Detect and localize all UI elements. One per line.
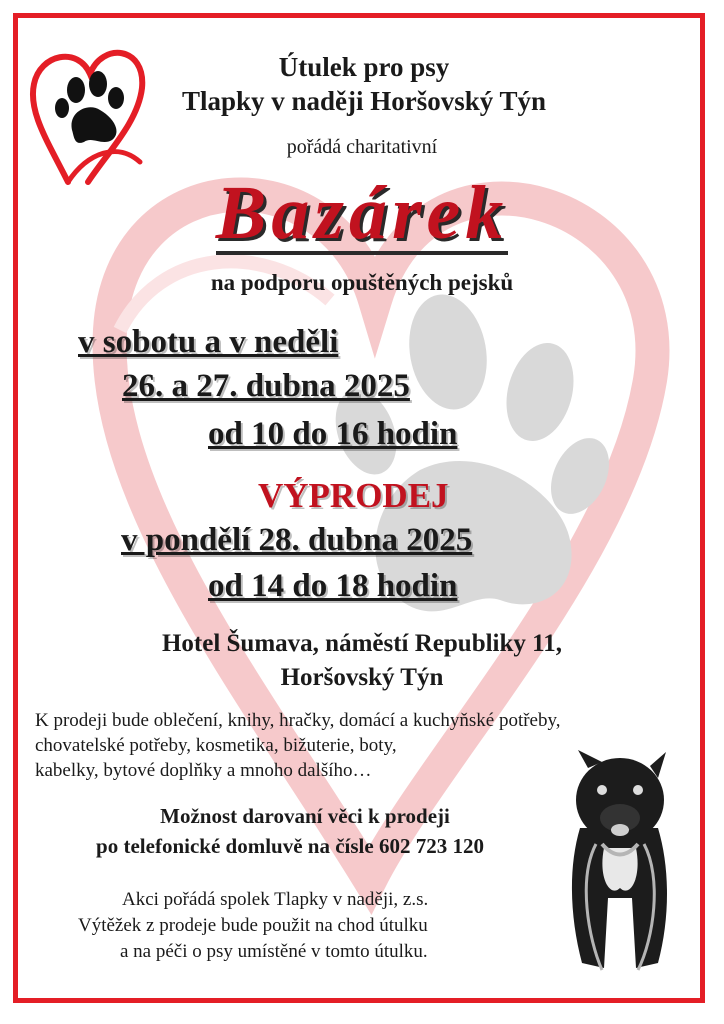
- organization-name-line1: Útulek pro psy: [278, 52, 450, 82]
- event-subtitle: na podporu opuštěných pejsků: [210, 270, 514, 295]
- items-line: chovatelské potřeby, kosmetika, bižuterie, boty,: [35, 735, 397, 756]
- footer-organizer: Akci pořádá spolek Tlapky v naději, z.s.: [122, 889, 429, 910]
- event-hours: od 10 do 16 hodin: [208, 416, 458, 452]
- intro-text: pořádá charitativní: [286, 136, 438, 158]
- event-days: v sobotu a v neděli: [78, 324, 339, 360]
- items-line: K prodeji bude oblečení, knihy, hračky, domácí a kuchyňské potřeby,: [35, 710, 561, 731]
- items-line: kabelky, bytové doplňky a mnoho dalšího…: [35, 760, 372, 781]
- venue-address: Hotel Šumava, náměstí Republiky 11,: [161, 630, 563, 657]
- organization-name-line2: Tlapky v naději Horšovský Týn: [181, 86, 547, 116]
- donation-info-line2: po telefonické domluvě na čísle 602 723 120: [96, 834, 484, 858]
- dog-with-leash-illustration: [558, 748, 682, 980]
- items-for-sale: [35, 708, 561, 783]
- venue-town: Horšovský Týn: [280, 664, 444, 691]
- footer-proceeds: Výtěžek z prodeje bude použit na chod útulku: [78, 915, 428, 936]
- event-dates: 26. a 27. dubna 2025: [122, 368, 410, 404]
- event-title: [0, 170, 724, 257]
- footer-care: a na péči o psy umístěné v tomto útulku.: [120, 941, 428, 962]
- clearance-sale-date: v pondělí 28. dubna 2025: [121, 522, 473, 558]
- donation-info-line1: Možnost darovaní věci k prodeji: [160, 804, 450, 828]
- event-title-text: Bazárek: [215, 171, 509, 255]
- clearance-sale-label: VÝPRODEJ: [258, 476, 449, 515]
- clearance-sale-hours: od 14 do 18 hodin: [208, 568, 458, 604]
